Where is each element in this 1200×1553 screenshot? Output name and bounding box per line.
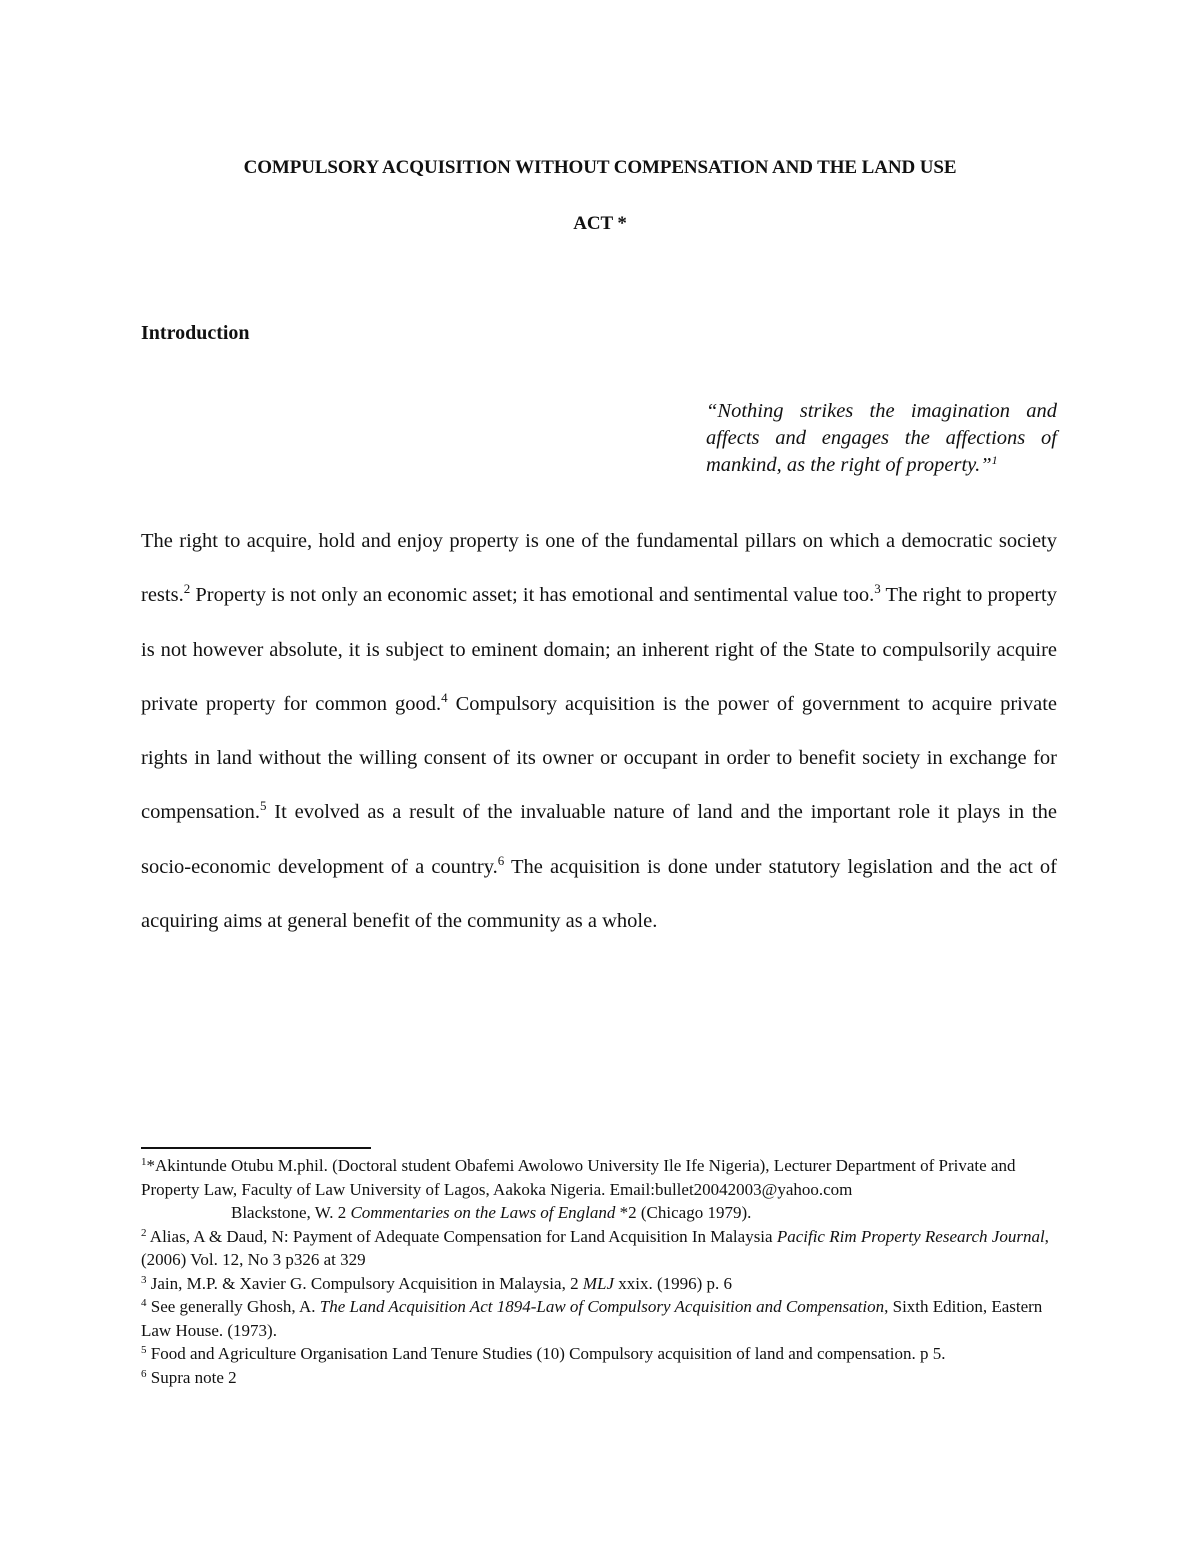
footnote-5-marker: 5 [141,1344,147,1356]
sentence-1: The right to acquire, hold and enjoy property is one of the fundamental pillars on which a democratic society rests. [141,530,1057,607]
sentence-2: Property is not only an economic asset; it has emotional and sentimental value too. [190,584,875,607]
footnote-1-marker: 1 [141,1156,147,1168]
footnote-4-post: , Sixth Edition, Eastern Law House. (1973). [141,1297,1043,1340]
title-line-2: ACT * [573,213,627,234]
footnote-1 [141,1154,1060,1225]
footnote-6 [141,1366,1060,1390]
footnote-ref-2: 2 [183,581,191,597]
footnote-ref-3: 3 [874,581,881,597]
footnote-5 [141,1342,1060,1366]
footnote-4-title: The Land Acquisition Act 1894-Law of Compulsory Acquisition and Compensation [319,1297,885,1316]
footnote-1-citation-post: *2 (Chicago 1979). [615,1203,752,1222]
footnote-1-author: *Akintunde Otubu M.phil. (Doctoral student Obafemi Awolowo University Ile Ife Nigeria), Lecturer Department of Private and Property Law, Faculty of Law University of Lagos, Aakoka Nigeria. Email:bullet20042003@yahoo.com [141,1156,1016,1199]
footnote-2-pre: Alias, A & Daud, N: Payment of Adequate Compensation for Land Acquisition In Malaysia [146,1226,777,1246]
footnote-3 [141,1272,1060,1296]
footnote-ref-4: 4 [441,689,448,705]
epigraph-footnote-ref: 1 [991,453,998,467]
footnote-5-text: Food and Agriculture Organisation Land Tenure Studies (10) Compulsory acquisition of land and compensation. p 5. [146,1344,946,1363]
footnote-4 [141,1295,1060,1342]
epigraph-text: “Nothing strikes the imagination and affects and engages the affections of mankind, as the right of property.” [706,400,1057,476]
footnote-2 [141,1225,1060,1272]
footnote-4-pre: See generally Ghosh, A. [146,1297,320,1316]
footnote-3-journal: MLJ [582,1273,614,1293]
footnotes [141,1154,1060,1389]
introduction-paragraph [141,514,1057,948]
footnote-3-post: xxix. (1996) p. 6 [614,1273,733,1293]
sentence-6: The acquisition is done under statutory legislation and the act of acquiring aims at general benefit of the community as a whole. [141,855,1057,933]
section-heading: Introduction [141,322,250,344]
footnote-1-citation-title: Commentaries on the Laws of England [350,1203,616,1222]
footnote-2-journal: Pacific Rim Property Research Journal [776,1226,1045,1246]
footnote-1-citation [141,1201,751,1225]
footnote-3-marker: 3 [141,1273,147,1286]
footnote-separator [141,1147,371,1149]
epigraph-quote [706,398,1057,479]
document-title [100,140,1100,252]
sentence-4: Compulsory acquisition is the power of government to acquire private rights in land without the willing consent of its owner or occupant in order to benefit society in exchange for compensation. [141,692,1057,824]
footnote-ref-6: 6 [497,852,505,868]
footnote-2-post: , (2006) Vol. 12, No 3 p326 at 329 [141,1226,1049,1269]
footnote-3-pre: Jain, M.P. & Xavier G. Compulsory Acquisition in Malaysia, 2 [146,1273,583,1293]
footnote-1-citation-pre: Blackstone, W. 2 [231,1203,351,1222]
footnote-4-marker: 4 [141,1297,147,1309]
sentence-3: The right to property is not however absolute, it is subject to eminent domain; an inherent right of the State to compulsorily acquire private property for common good. [141,584,1057,715]
footnote-6-marker: 6 [141,1367,147,1380]
footnote-6-text: Supra note 2 [146,1367,237,1387]
title-line-1: COMPULSORY ACQUISITION WITHOUT COMPENSATION AND THE LAND USE [243,157,957,178]
footnote-ref-5: 5 [260,798,267,814]
footnote-2-marker: 2 [141,1226,147,1239]
sentence-5: It evolved as a result of the invaluable nature of land and the important role it plays in the socio-economic development of a country. [141,801,1057,878]
